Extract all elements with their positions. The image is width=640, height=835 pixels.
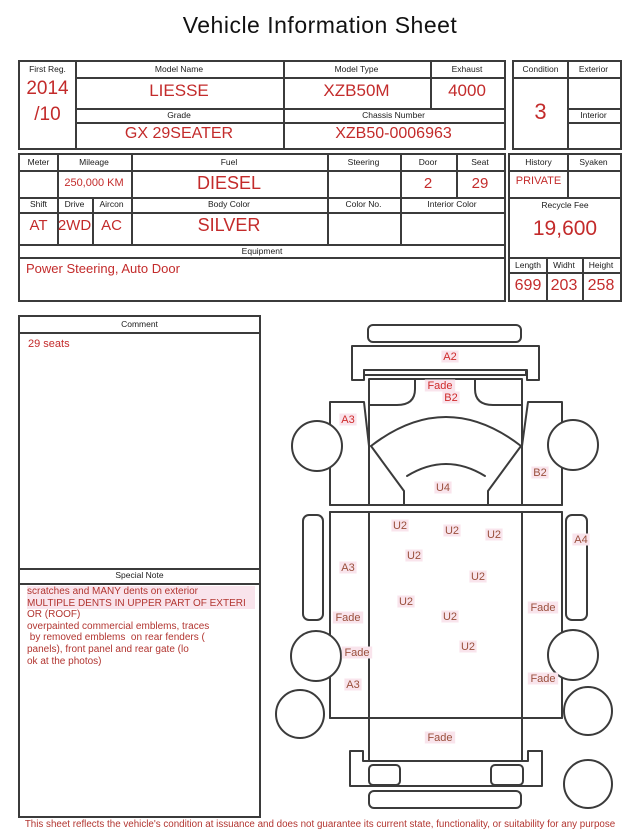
damage-code-label: A4 <box>574 534 588 546</box>
model-name-label: Model Name <box>154 64 204 74</box>
special-note-line: ok at the photos) <box>27 655 102 667</box>
damage-code-label: U2 <box>442 611 458 623</box>
wheel-rear-right <box>564 687 612 735</box>
drive-value: 2WD <box>57 217 92 234</box>
grid-line <box>514 77 620 79</box>
special-note-line: overpainted commercial emblems, traces <box>27 620 210 632</box>
body-color-value: SILVER <box>197 215 261 235</box>
damage-code-label: U2 <box>392 520 408 532</box>
exterior-label: Exterior <box>578 64 609 74</box>
damage-labels <box>333 351 590 745</box>
damage-code-label: U2 <box>470 571 486 583</box>
condition-label: Condition <box>522 64 559 74</box>
model-type-value: XZB50M <box>323 81 390 100</box>
condition-value: 3 <box>534 99 547 124</box>
rear-light-left-shape <box>369 765 400 785</box>
separator-lines <box>330 505 562 512</box>
chassis-number-label: Chassis Number <box>362 110 425 120</box>
model-type-label: Model Type <box>334 64 379 74</box>
damage-code-label: A3 <box>341 414 355 426</box>
body-color-label: Body Color <box>207 199 251 209</box>
damage-code-label: A3 <box>341 562 355 574</box>
wheel-mid-left <box>291 631 341 681</box>
steering-label: Steering <box>347 157 380 167</box>
right-side-strip-shape <box>566 515 587 620</box>
damage-code-label: Fade <box>344 647 370 659</box>
comment-value: 29 seats <box>28 338 70 350</box>
spec-table <box>18 153 506 302</box>
width-label: Widht <box>553 260 575 270</box>
special-note-line: scratches and MANY dents on exterior <box>27 586 255 598</box>
special-note-line: by removed emblems on rear fenders ( <box>27 632 205 644</box>
cowl-corner-left-shape <box>369 379 415 405</box>
damage-code-label: U2 <box>486 529 502 541</box>
grid-line <box>75 77 504 79</box>
first-reg-value: 2014 <box>26 78 69 99</box>
height-label: Height <box>588 260 614 270</box>
width-value: 203 <box>550 277 578 294</box>
grade-label: Grade <box>167 110 191 120</box>
length-value: 699 <box>514 277 542 294</box>
grid-line <box>510 272 620 274</box>
front-roof-edge-shape <box>364 370 526 375</box>
history-fee-table <box>508 153 622 302</box>
windshield-inner-arc <box>407 464 485 476</box>
meter-label: Meter <box>27 157 50 167</box>
model-name-value: LIESSE <box>149 81 209 100</box>
model-identity-table <box>18 60 506 150</box>
interior-color-label: Interior Color <box>427 199 477 209</box>
grid-line <box>20 170 504 172</box>
windshield-outer-arc <box>371 417 521 446</box>
syaken-label: Syaken <box>579 157 608 167</box>
grid-line <box>510 170 620 172</box>
exhaust-label: Exhaust <box>451 64 483 74</box>
left-side-strip-shape <box>303 515 323 620</box>
wheel-front-left <box>292 421 342 471</box>
wheel-rear-left <box>276 690 324 738</box>
grid-line <box>20 583 259 585</box>
special-note-line: OR (ROOF) <box>27 609 81 621</box>
chassis-number-value: XZB50-0006963 <box>335 125 452 142</box>
windshield-right-line <box>488 446 521 505</box>
footer-disclaimer: This sheet reflects the vehicle's condition at issuance and does not guarantee its current state, functionality, or suitability for any purpose <box>24 819 616 830</box>
door-value: 2 <box>423 175 433 192</box>
special-note-label: Special Note <box>115 570 164 580</box>
roof-edges <box>369 512 522 761</box>
damage-code-label: B2 <box>533 467 547 479</box>
mileage-label: Mileage <box>79 157 109 167</box>
damage-code-label: Fade <box>530 602 556 614</box>
front-bumper-shape <box>368 325 521 342</box>
first-reg-label: First Reg. <box>29 64 66 74</box>
windshield-left-line <box>371 446 404 505</box>
damage-code-label: U2 <box>460 641 476 653</box>
spare-wheel <box>564 760 612 808</box>
recycle-fee-value: 19,600 <box>532 217 598 240</box>
history-label: History <box>525 157 552 167</box>
wheel-front-right <box>548 420 598 470</box>
damage-code-label: A2 <box>443 351 457 363</box>
shift-label: Shift <box>29 199 47 209</box>
recycle-fee-label: Recycle Fee <box>541 200 589 210</box>
grade-value: GX 29SEATER <box>124 125 234 142</box>
grid-line <box>20 332 259 334</box>
equipment-value: Power Steering, Auto Door <box>26 261 180 276</box>
first-reg-value-2: /10 <box>34 104 61 125</box>
damage-code-label: Fade <box>427 732 453 744</box>
page-title: Vehicle Information Sheet <box>182 12 458 38</box>
seat-label: Seat <box>471 157 489 167</box>
special-note-line: panels), front panel and rear gate (lo <box>27 643 189 655</box>
damage-code-label: Fade <box>427 380 453 392</box>
fuel-label: Fuel <box>220 157 238 167</box>
mileage-value: 250,000 KM <box>64 177 124 189</box>
damage-code-label: Fade <box>530 673 556 685</box>
height-value: 258 <box>587 277 615 294</box>
interior-label: Interior <box>580 110 607 120</box>
damage-code-label: U4 <box>435 482 451 494</box>
equipment-label: Equipment <box>241 246 283 256</box>
damage-code-label: U2 <box>444 525 460 537</box>
shift-value: AT <box>29 217 48 234</box>
damage-code-label: B2 <box>444 392 458 404</box>
vehicle-damage-diagram <box>270 313 640 817</box>
drive-label: Drive <box>64 199 85 209</box>
damage-code-label: U2 <box>398 596 414 608</box>
fuel-value: DIESEL <box>196 173 262 193</box>
comment-label: Comment <box>121 319 158 329</box>
aircon-label: Aircon <box>99 199 124 209</box>
special-note-text <box>27 586 255 667</box>
damage-code-label: A3 <box>346 679 360 691</box>
grid-line <box>567 122 620 124</box>
rear-light-right-shape <box>491 765 523 785</box>
comment-box <box>18 315 261 818</box>
seat-value: 29 <box>471 175 489 192</box>
color-no-label: Color No. <box>345 199 382 209</box>
condition-table <box>512 60 622 150</box>
door-label: Door <box>418 157 438 167</box>
damage-code-label: U2 <box>406 550 422 562</box>
aircon-value: AC <box>101 217 122 234</box>
exhaust-value: 4000 <box>448 81 486 100</box>
history-value: PRIVATE <box>515 175 562 187</box>
grid-line <box>75 122 504 124</box>
damage-code-label: Fade <box>335 612 361 624</box>
cowl-corner-right-shape <box>475 379 522 405</box>
special-note-line: MULTIPLE DENTS IN UPPER PART OF EXTERI <box>27 598 255 610</box>
rear-bumper-shape <box>369 791 521 808</box>
length-label: Length <box>515 260 541 270</box>
